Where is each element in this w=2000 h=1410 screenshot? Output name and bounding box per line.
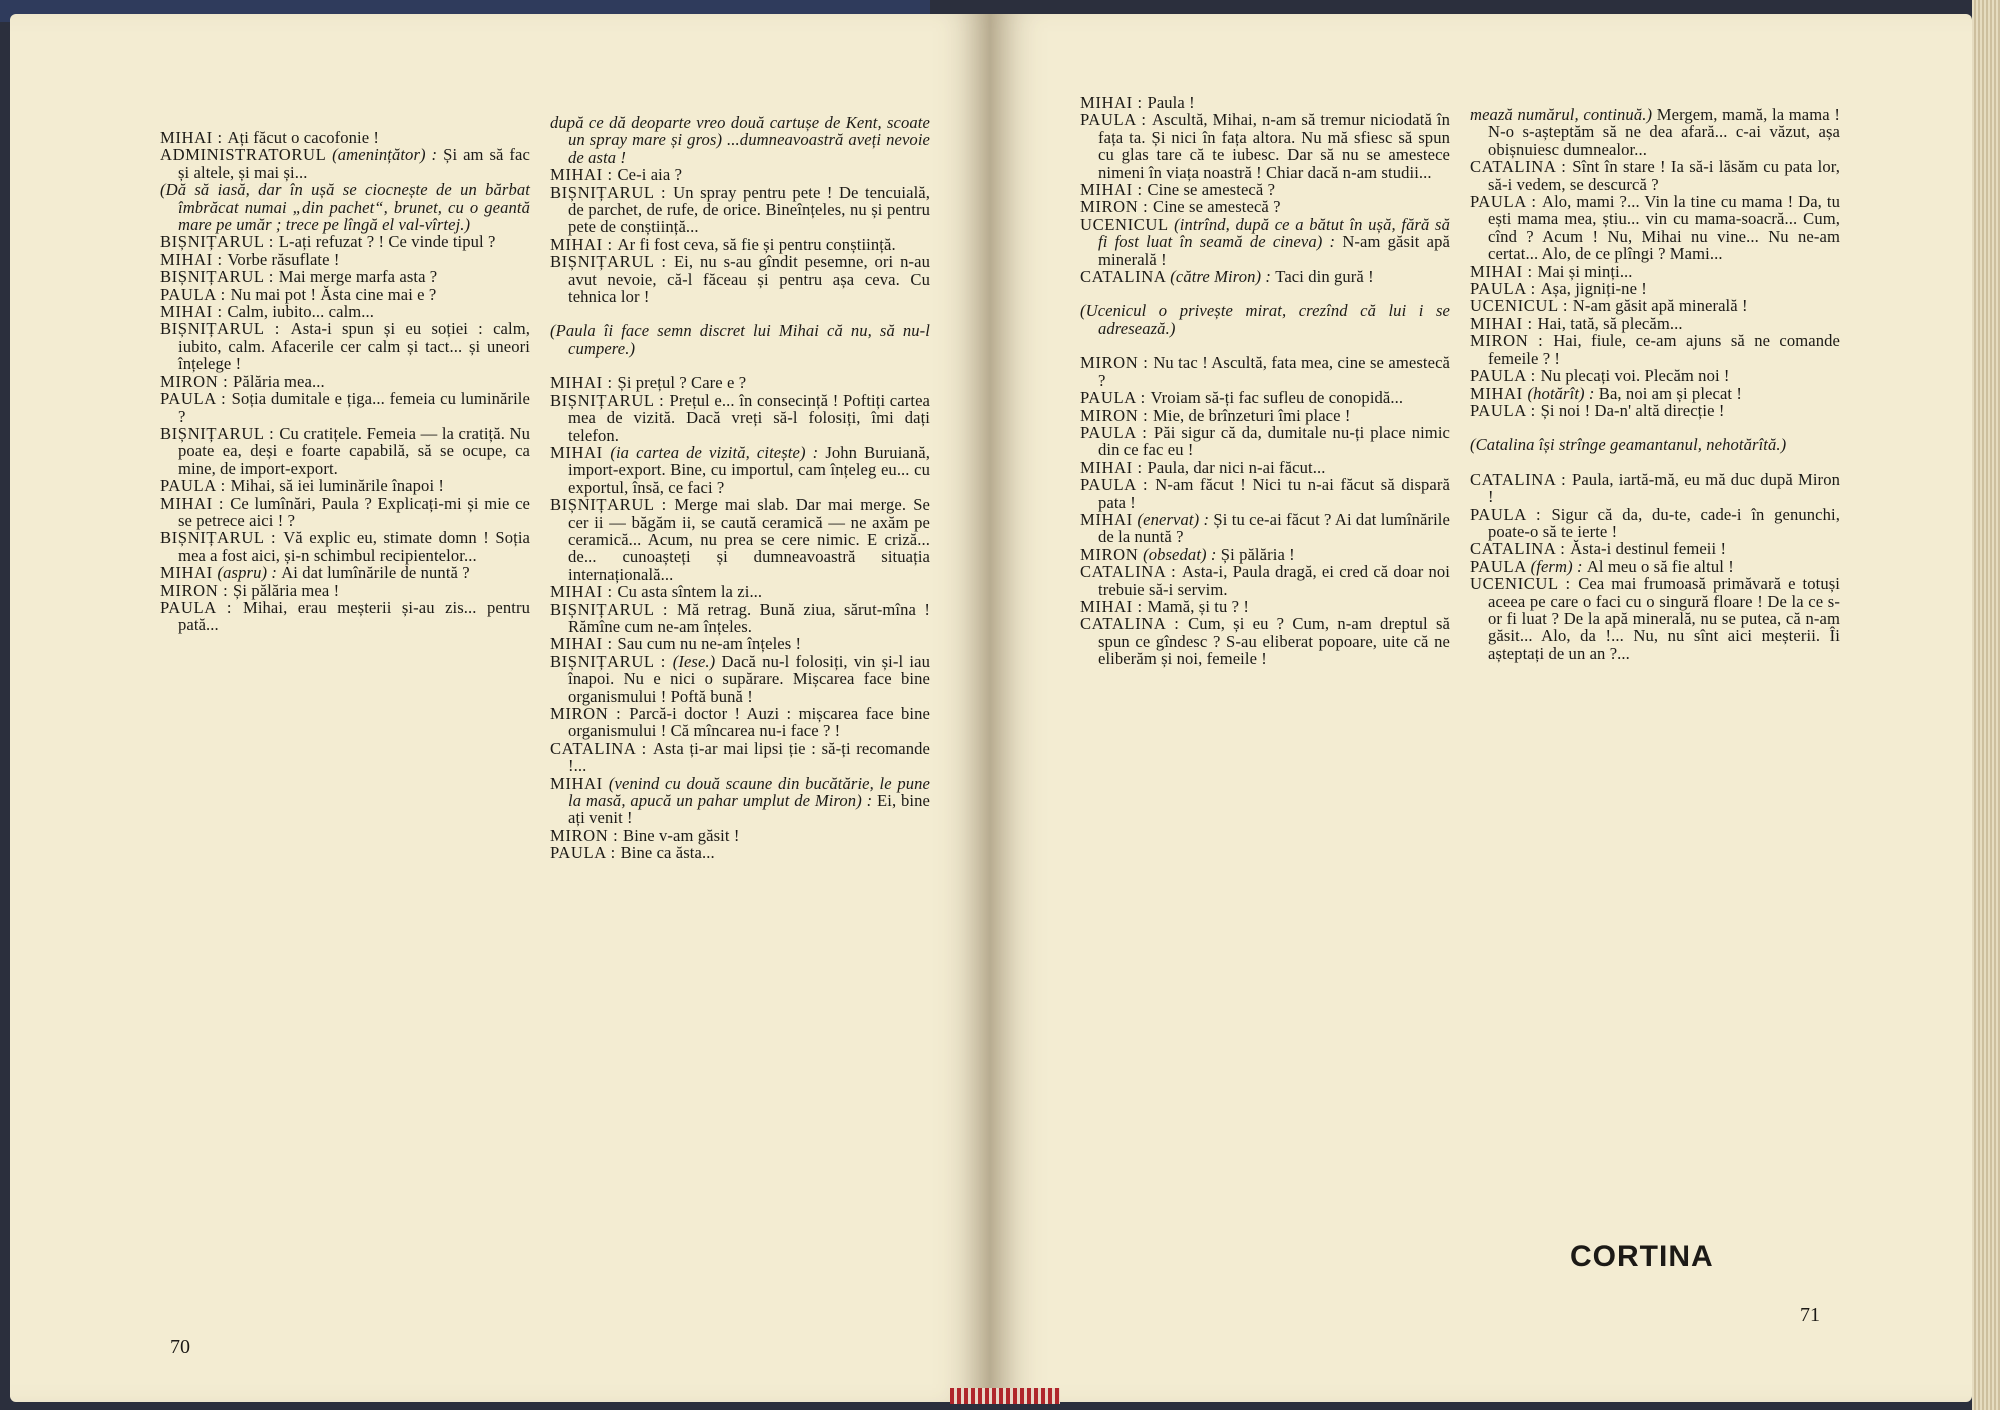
stage-direction: (amenințător) :	[332, 145, 444, 165]
dialogue-text: Mihai, erau meșterii și-au zis... pentru pată...	[178, 597, 530, 635]
script-line	[1080, 511, 1450, 546]
dialogue-text: Cea mai frumoasă primăvară e totuși aceea pe care o faci cu o singură floare ! De la ce s-or fi luat ? De la apă minerală, nu se putea, că n-am găsit... Alo, da !... Nu, nu sînt aici meșterii. Îi așteptați de un an ?...	[1488, 574, 1840, 663]
dialogue-text: Și prețul ? Care e ?	[617, 373, 747, 393]
script-line	[1080, 302, 1450, 337]
script-line	[550, 844, 930, 861]
dialogue-text: Merge mai slab. Dar mai merge. Se cer ii — băgăm ii, se caută ceramică — ne axăm pe ceramică... Acum, nu prea se cere nimic. E criză... de... cunoașteți și dumneavoastră situația internațională...	[568, 495, 930, 584]
speaker-name: MIHAI :	[550, 234, 618, 254]
right-page	[990, 14, 1972, 1402]
dialogue-text: Al meu o să fie altul !	[1586, 556, 1734, 576]
script-line	[1080, 615, 1450, 667]
speaker-name: BIȘNIȚARUL :	[550, 651, 673, 671]
script-line	[550, 635, 930, 652]
dialogue-text: Mergem, mamă, la mama ! N-o s-așteptăm să ne dea afară... c-ai văzut, așa obișnuiesc dumnealor...	[1488, 105, 1840, 159]
speaker-name: MIHAI	[550, 773, 609, 793]
stage-direction: (hotărît) :	[1527, 383, 1599, 403]
dialogue-text: Nu tac ! Ascultă, fata mea, cine se amestecă ?	[1098, 353, 1450, 390]
speaker-name: PAULA :	[1080, 422, 1154, 442]
script-line	[1080, 546, 1450, 563]
dialogue-text: Sînt în stare ! Ia să-i lăsăm cu pata lor, să-i vedem, se descurcă ?	[1488, 157, 1840, 194]
script-line	[550, 775, 930, 827]
speaker-name: BIȘNIȚARUL :	[160, 232, 279, 252]
dialogue-text: Ei, bine ați venit !	[568, 791, 930, 828]
speaker-name: MIRON :	[1080, 353, 1154, 373]
speaker-name: BIȘNIȚARUL :	[550, 390, 670, 410]
speaker-name: MIRON :	[1080, 197, 1154, 217]
speaker-name: PAULA :	[1470, 192, 1542, 212]
dialogue-text: Hai, tată, să plecăm...	[1537, 313, 1683, 333]
blank-line	[550, 305, 930, 322]
speaker-name: ADMINISTRATORUL	[160, 145, 333, 165]
script-line	[1470, 315, 1840, 332]
speaker-name: PAULA :	[550, 843, 621, 863]
script-line	[160, 251, 530, 268]
speaker-name: UCENICUL :	[1470, 296, 1573, 316]
script-line	[550, 601, 930, 636]
script-line	[160, 373, 530, 390]
dialogue-text: Și tu ce-ai făcut ? Ai dat lumînările de la nuntă ?	[1098, 509, 1450, 547]
blank-line	[1080, 285, 1450, 302]
speaker-name: PAULA :	[1080, 388, 1151, 408]
dialogue-text: Ascultă, Mihai, n-am să tremur niciodată în fața ta. Și nici în fața altora. Nu mă sfiesc să spun cu glas tare că te iubesc. Dar să nu se amestece nimeni în viața noastră ! Chiar dacă n-am studii...	[1098, 110, 1450, 182]
page-number: 70	[170, 1336, 190, 1358]
speaker-name: MIHAI :	[1470, 261, 1538, 281]
dialogue-text: Asta-i, Paula dragă, ei cred că doar noi trebuie să-i servim.	[1098, 562, 1450, 599]
dialogue-text: Mă retrag. Bună ziua, sărut-mîna ! Rămîne cum ne-am înțeles.	[568, 599, 930, 636]
script-line	[550, 184, 930, 236]
stage-direction: (Paula îi face semn discret lui Mihai că nu, să nu-l cumpere.)	[550, 321, 930, 358]
script-line	[1080, 407, 1450, 424]
dialogue-text: N-am făcut ! Nici tu n-ai făcut să dispară pata !	[1098, 475, 1450, 512]
dialogue-text: Ăsta-i destinul femeii !	[1570, 539, 1727, 559]
script-line	[1470, 385, 1840, 402]
script-line	[1080, 598, 1450, 615]
script-line	[1470, 575, 1840, 662]
speaker-name: MIHAI	[1470, 383, 1528, 403]
script-line	[1080, 94, 1450, 111]
speaker-name: MIHAI :	[160, 249, 228, 269]
dialogue-text: Vroiam să-ți fac sufleu de conopidă...	[1150, 388, 1404, 408]
script-line	[160, 181, 530, 233]
speaker-name: MIRON :	[160, 371, 234, 391]
blank-line	[550, 357, 930, 374]
dialogue-text: Ei, nu s-au gîndit pesemne, ori n-au avut nevoie, că-l făceau și pentru așa ceva. Cu tehnica lor !	[568, 252, 931, 307]
dialogue-text: N-am găsit apă minerală !	[1098, 232, 1450, 269]
dialogue-text: Cum, și eu ? Cum, n-am dreptul să spun ce gîndesc ? S-au eliberat popoare, uite că ne eliberăm și noi, femeile !	[1098, 614, 1450, 669]
closing-word: CORTINA	[1570, 1240, 1714, 1273]
script-line	[1470, 436, 1840, 453]
dialogue-text: Ce lumînări, Paula ? Explicați-mi și mie ce se petrece aici ! ?	[178, 493, 530, 530]
speaker-name: BIȘNIȚARUL :	[550, 495, 675, 515]
dialogue-text: Cu cratițele. Femeia — la cratiță. Nu poate ea, deși e foarte capabilă, să se ocupe, ca mine, de import-export.	[178, 423, 530, 478]
script-line	[550, 653, 930, 705]
speaker-name: MIHAI :	[160, 493, 231, 513]
blank-line	[1470, 419, 1840, 436]
script-line	[1470, 558, 1840, 575]
dialogue-text: Cine se amestecă ?	[1147, 180, 1276, 200]
script-line	[160, 233, 530, 250]
script-line	[550, 374, 930, 391]
stage-direction: (Ucenicul o privește mirat, crezînd că lui i se adresează.)	[1080, 301, 1450, 338]
script-line	[1470, 280, 1840, 297]
speaker-name: MIHAI	[550, 442, 611, 462]
speaker-name: PAULA :	[160, 597, 243, 617]
speaker-name: MIHAI :	[550, 582, 618, 602]
script-line	[1080, 563, 1450, 598]
left-page	[10, 14, 990, 1402]
dialogue-text: Mie, de brînzeturi îmi place !	[1153, 405, 1351, 425]
script-line	[1470, 158, 1840, 193]
script-line	[160, 599, 530, 634]
dialogue-text: John Buruiană, import-export. Bine, cu importul, cam înțeleg eu... cu exportul, însă, ce faci ?	[568, 442, 930, 497]
speaker-name: MIHAI :	[550, 634, 618, 654]
script-line	[550, 705, 930, 740]
speaker-name: BIȘNIȚARUL :	[160, 267, 279, 287]
stage-direction: (Catalina își strînge geamantanul, nehotărîtă.)	[1470, 435, 1787, 455]
script-line	[1080, 268, 1450, 285]
speaker-name: CATALINA :	[1080, 614, 1189, 634]
dialogue-text: Cu asta sîntem la zi...	[617, 582, 763, 602]
stage-direction: (venind cu două scaune din bucătărie, le pune la masă, apucă un pahar umplut de Miron) :	[568, 773, 930, 811]
script-line	[160, 286, 530, 303]
script-line	[550, 740, 930, 775]
script-line	[1470, 471, 1840, 506]
speaker-name: BIȘNIȚARUL :	[160, 319, 291, 339]
speaker-name: BIȘNIȚARUL :	[160, 528, 284, 548]
speaker-name: MIHAI :	[550, 165, 618, 185]
dialogue-text: Sau cum nu ne-am înțeles !	[617, 634, 802, 654]
script-line	[160, 268, 530, 285]
script-line	[550, 392, 930, 444]
dialogue-text: Mamă, și tu ? !	[1147, 596, 1249, 616]
stage-direction: mează numărul, continuă.)	[1470, 105, 1657, 124]
script-line	[1080, 354, 1450, 389]
script-line	[550, 114, 930, 166]
dialogue-text: Bine v-am găsit !	[623, 825, 740, 845]
dialogue-text: L-ați refuzat ? ! Ce vinde tipul ?	[278, 232, 496, 252]
speaker-name: MIHAI :	[1080, 457, 1148, 477]
script-line	[1080, 198, 1450, 215]
dialogue-text: Nu plecați voi. Plecăm noi !	[1540, 366, 1730, 386]
speaker-name: MIRON :	[550, 825, 624, 845]
script-line	[550, 496, 930, 583]
script-line	[1470, 540, 1840, 557]
dialogue-text: Alo, mami ?... Vin la tine cu mama ! Da, tu ești mama mea, știu... vin cu mama-soacră... Cum, cînd ? Acum ! Nu, Mihai nu vine... Nu ne-am certat... Alo, de ce plîngi ? Mami...	[1488, 192, 1840, 264]
left-column-2	[550, 114, 930, 862]
speaker-name: MIHAI :	[1470, 313, 1538, 333]
stage-direction: (intrînd, după ce a bătut în ușă, fără să fi fost luat în seamă de cineva) :	[1098, 214, 1450, 252]
dialogue-text: Dacă nu-l folosiți, vin și-l iau înapoi. Nu e nici o supărare. Mișcarea face bine organismului ! Poftă bună !	[568, 651, 930, 706]
dialogue-text: Paula, iartă-mă, eu mă duc după Miron !	[1488, 469, 1840, 507]
dialogue-text: Și pălăria !	[1220, 544, 1295, 564]
blank-line	[1470, 454, 1840, 471]
speaker-name: MIRON :	[1080, 405, 1154, 425]
dialogue-text: Cine se amestecă ?	[1153, 197, 1281, 217]
stage-direction: (enervat) :	[1137, 509, 1214, 529]
speaker-name: MIHAI	[1080, 509, 1138, 529]
speaker-name: MIHAI :	[1080, 180, 1148, 200]
bookmark-ribbon	[950, 1388, 1060, 1404]
stage-direction: (ferm) :	[1530, 556, 1587, 576]
stage-direction: (aspru) :	[217, 563, 282, 583]
script-line	[550, 322, 930, 357]
speaker-name: CATALINA	[1080, 267, 1171, 287]
script-line	[160, 495, 530, 530]
speaker-name: PAULA	[1470, 556, 1531, 576]
script-line	[550, 236, 930, 253]
dialogue-text: Vă explic eu, stimate domn ! Soția mea a fost aici, și-n schimbul recipientelor...	[178, 528, 531, 565]
page-edges	[1972, 0, 2000, 1410]
script-line	[1080, 111, 1450, 181]
dialogue-text: Și noi ! Da-n' altă direcție !	[1540, 400, 1725, 420]
script-line	[160, 320, 530, 372]
speaker-name: MIHAI :	[160, 128, 228, 147]
left-column-1	[160, 129, 530, 634]
speaker-name: MIHAI :	[550, 373, 618, 393]
dialogue-text: Păi sigur că da, dumitale nu-ți place nimic din ce fac eu !	[1098, 422, 1450, 460]
script-line	[550, 444, 930, 496]
dialogue-text: Și pălăria mea !	[233, 580, 340, 600]
script-line	[1080, 459, 1450, 476]
dialogue-text: Bine ca ăsta...	[620, 843, 715, 863]
speaker-name: PAULA :	[1080, 110, 1153, 130]
dialogue-text: Prețul e... în consecință ! Poftiți cartea mea de vizită. Dacă vreți să-l folosiți, îmi dați telefon.	[568, 390, 930, 445]
speaker-name: PAULA :	[160, 476, 231, 496]
script-line	[1470, 367, 1840, 384]
dialogue-text: Ai dat lumînările de nuntă ?	[281, 563, 470, 583]
dialogue-text: Nu mai pot ! Ăsta cine mai e ?	[230, 284, 437, 304]
stage-direction: (Iese.)	[672, 651, 722, 671]
blank-line	[1080, 337, 1450, 354]
script-line	[1080, 389, 1450, 406]
speaker-name: PAULA :	[1470, 366, 1541, 386]
script-line	[1080, 476, 1450, 511]
script-line	[160, 146, 530, 181]
stage-direction: (ia cartea de vizită, citește) :	[610, 442, 826, 462]
dialogue-text: Ar fi fost ceva, să fie și pentru conștiință.	[617, 234, 896, 254]
dialogue-text: Paula !	[1147, 93, 1195, 112]
script-line	[1080, 424, 1450, 459]
script-line	[160, 390, 530, 425]
speaker-name: PAULA :	[160, 284, 231, 304]
script-line	[160, 425, 530, 477]
script-line	[1470, 506, 1840, 541]
speaker-name: MIHAI :	[1080, 93, 1148, 112]
dialogue-text: Așa, jigniți-ne !	[1540, 279, 1647, 299]
speaker-name: PAULA :	[1080, 475, 1156, 495]
script-line	[160, 477, 530, 494]
dialogue-text: Paula, dar nici n-ai făcut...	[1147, 457, 1326, 477]
speaker-name: MIRON :	[160, 580, 234, 600]
dialogue-text: N-am găsit apă minerală !	[1572, 296, 1748, 316]
dialogue-text: Parcă-i doctor ! Auzi : mișcarea face bine organismului ! Că mîncarea nu-i face ? !	[568, 704, 930, 741]
script-line	[550, 827, 930, 844]
speaker-name: CATALINA :	[1470, 469, 1572, 489]
right-column-2	[1470, 106, 1840, 662]
stage-direction: (către Miron) :	[1170, 267, 1276, 287]
dialogue-text: Sigur că da, du-te, cade-i în genunchi, poate-o să te ierte !	[1488, 504, 1840, 541]
dialogue-text: Și am să fac și altele, și mai și...	[178, 145, 530, 182]
dialogue-text: Un spray pentru pete ! De tencuială, de parchet, de rufe, de orice. Bineînțeles, nu și pentru pete de conștiință...	[568, 182, 930, 237]
script-line	[160, 582, 530, 599]
speaker-name: BIȘNIȚARUL :	[550, 599, 677, 619]
speaker-name: PAULA :	[160, 389, 232, 409]
script-line	[550, 253, 930, 305]
script-line	[160, 303, 530, 320]
speaker-name: PAULA :	[1470, 504, 1552, 524]
stage-direction: după ce dă deoparte vreo două cartușe de Kent, scoate un spray mare și gros) ...dumneavoastră aveți nevoie de asta !	[550, 113, 930, 167]
speaker-name: PAULA :	[1470, 279, 1541, 299]
dialogue-text: Mai și minți...	[1537, 261, 1633, 281]
script-line	[1080, 181, 1450, 198]
dialogue-text: Hai, fiule, ce-am ajuns să ne comande femeile ? !	[1488, 331, 1840, 368]
speaker-name: BIȘNIȚARUL :	[550, 182, 674, 202]
stage-direction: (obsedat) :	[1143, 544, 1221, 564]
script-line	[1470, 263, 1840, 280]
dialogue-text: Soția dumitale e țiga... femeia cu luminările ?	[178, 389, 530, 426]
right-column-1	[1080, 94, 1450, 668]
speaker-name: CATALINA :	[1470, 157, 1573, 177]
speaker-name: UCENICUL	[1080, 214, 1175, 234]
speaker-name: MIRON :	[550, 704, 630, 723]
speaker-name: BIȘNIȚARUL :	[550, 252, 674, 272]
script-line	[160, 129, 530, 146]
dialogue-text: Asta-i spun și eu soției : calm, iubito, calm. Afacerile cer calm și tact... și uneori înțelege !	[178, 319, 530, 374]
speaker-name: PAULA :	[1470, 400, 1541, 420]
speaker-name: MIHAI	[160, 563, 218, 583]
dialogue-text: Vorbe răsuflate !	[227, 249, 340, 269]
script-line	[1470, 193, 1840, 263]
speaker-name: CATALINA :	[550, 738, 653, 758]
script-line	[1470, 332, 1840, 367]
speaker-name: CATALINA :	[1470, 539, 1571, 559]
script-line	[550, 166, 930, 183]
dialogue-text: Mihai, să iei luminările înapoi !	[230, 476, 445, 496]
speaker-name: CATALINA :	[1080, 562, 1183, 582]
dialogue-text: Pălăria mea...	[233, 371, 325, 391]
dialogue-text: Ați făcut o cacofonie !	[227, 128, 380, 147]
page-number: 71	[1800, 1304, 1820, 1326]
script-line	[1470, 297, 1840, 314]
speaker-name: UCENICUL :	[1470, 574, 1579, 594]
script-line	[160, 564, 530, 581]
dialogue-text: Taci din gură !	[1275, 267, 1374, 287]
speaker-name: MIRON	[1080, 544, 1144, 564]
script-line	[1470, 106, 1840, 158]
speaker-name: MIHAI :	[1080, 596, 1148, 616]
dialogue-text: Mai merge marfa asta ?	[278, 267, 438, 287]
speaker-name: MIHAI :	[160, 302, 228, 322]
stage-direction: (Dă să iasă, dar în ușă se ciocnește de un bărbat îmbrăcat numai „din pachet“, brunet, cu o geantă mare pe umăr ; trece pe lîngă el val-vîrtej.)	[160, 180, 530, 235]
script-line	[1470, 402, 1840, 419]
speaker-name: MIRON :	[1470, 331, 1554, 351]
script-line	[550, 583, 930, 600]
dialogue-text: Calm, iubito... calm...	[227, 302, 375, 322]
script-line	[160, 529, 530, 564]
dialogue-text: Ce-i aia ?	[617, 165, 683, 185]
script-line	[1080, 216, 1450, 268]
dialogue-text: Ba, noi am și plecat !	[1598, 383, 1743, 403]
dialogue-text: Asta ți-ar mai lipsi ție : să-ți recomande !...	[568, 738, 930, 776]
speaker-name: BIȘNIȚARUL :	[160, 423, 280, 443]
